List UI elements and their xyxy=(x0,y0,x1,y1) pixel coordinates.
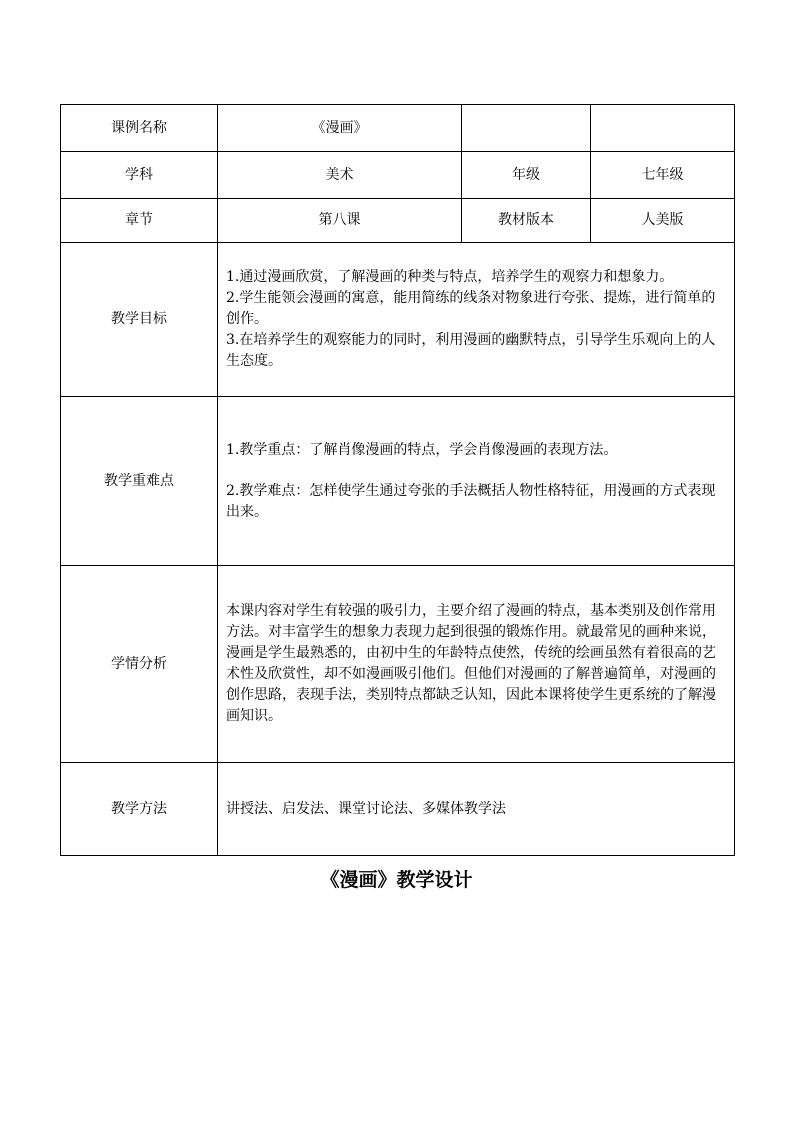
subject-label: 学科 xyxy=(61,152,218,199)
analysis-text: 本课内容对学生有较强的吸引力，主要介绍了漫画的特点，基本类别及创作常用方法。对丰富学生的想象力表现力起到很强的锻炼作用。就最常见的画种来说，漫画是学生最熟悉的，由初中生的年龄特点使然，传统的绘画虽然有着很高的艺术性及欣赏性，却不如漫画吸引他们。但他们对漫画的了解普遍简单，对漫画的创作思路，表现手法，类别特点都缺乏认知，因此本课将使学生更系统的了解漫画知识。 xyxy=(218,566,735,763)
empty-cell xyxy=(591,105,735,152)
objective-item: 3.在培养学生的观察能力的同时，利用漫画的幽默特点，引导学生乐观向上的人生态度。 xyxy=(226,332,716,369)
key-points-label: 教学重难点 xyxy=(61,397,218,566)
key-point-item: 2.教学难点：怎样使学生通过夸张的手法概括人物性格特征，用漫画的方式表现出来。 xyxy=(226,482,716,520)
key-point-item: 1.教学重点：了解肖像漫画的特点，学会肖像漫画的表现方法。 xyxy=(226,441,618,458)
grade-label: 年级 xyxy=(462,152,591,199)
key-points-content xyxy=(218,397,735,566)
row-key-points xyxy=(61,397,735,566)
methods-value: 讲授法、启发法、课堂讨论法、多媒体教学法 xyxy=(218,763,735,856)
objective-item: 1.通过漫画欣赏，了解漫画的种类与特点，培养学生的观察力和想象力。 xyxy=(226,269,674,285)
row-methods xyxy=(61,763,735,856)
objective-item: 2.学生能领会漫画的寓意，能用简练的线条对物象进行夸张、提炼，进行简单的创作。 xyxy=(226,290,716,327)
edition-label: 教材版本 xyxy=(462,199,591,243)
empty-cell xyxy=(462,105,591,152)
chapter-label: 章节 xyxy=(61,199,218,243)
lesson-info-table xyxy=(60,104,735,856)
course-name-label: 课例名称 xyxy=(61,105,218,152)
paragraph-gap xyxy=(226,461,726,481)
grade-value: 七年级 xyxy=(591,152,735,199)
objectives-content xyxy=(218,243,735,397)
chapter-value: 第八课 xyxy=(218,199,462,243)
row-analysis xyxy=(61,566,735,763)
methods-label: 教学方法 xyxy=(61,763,218,856)
subject-value: 美术 xyxy=(218,152,462,199)
course-name-value: 《漫画》 xyxy=(218,105,462,152)
row-chapter xyxy=(61,199,735,243)
row-objectives xyxy=(61,243,735,397)
analysis-label: 学情分析 xyxy=(61,566,218,763)
row-subject xyxy=(61,152,735,199)
document-title: 《漫画》教学设计 xyxy=(320,869,473,891)
edition-value: 人美版 xyxy=(591,199,735,243)
row-course-name xyxy=(61,105,735,152)
objectives-label: 教学目标 xyxy=(61,243,218,397)
